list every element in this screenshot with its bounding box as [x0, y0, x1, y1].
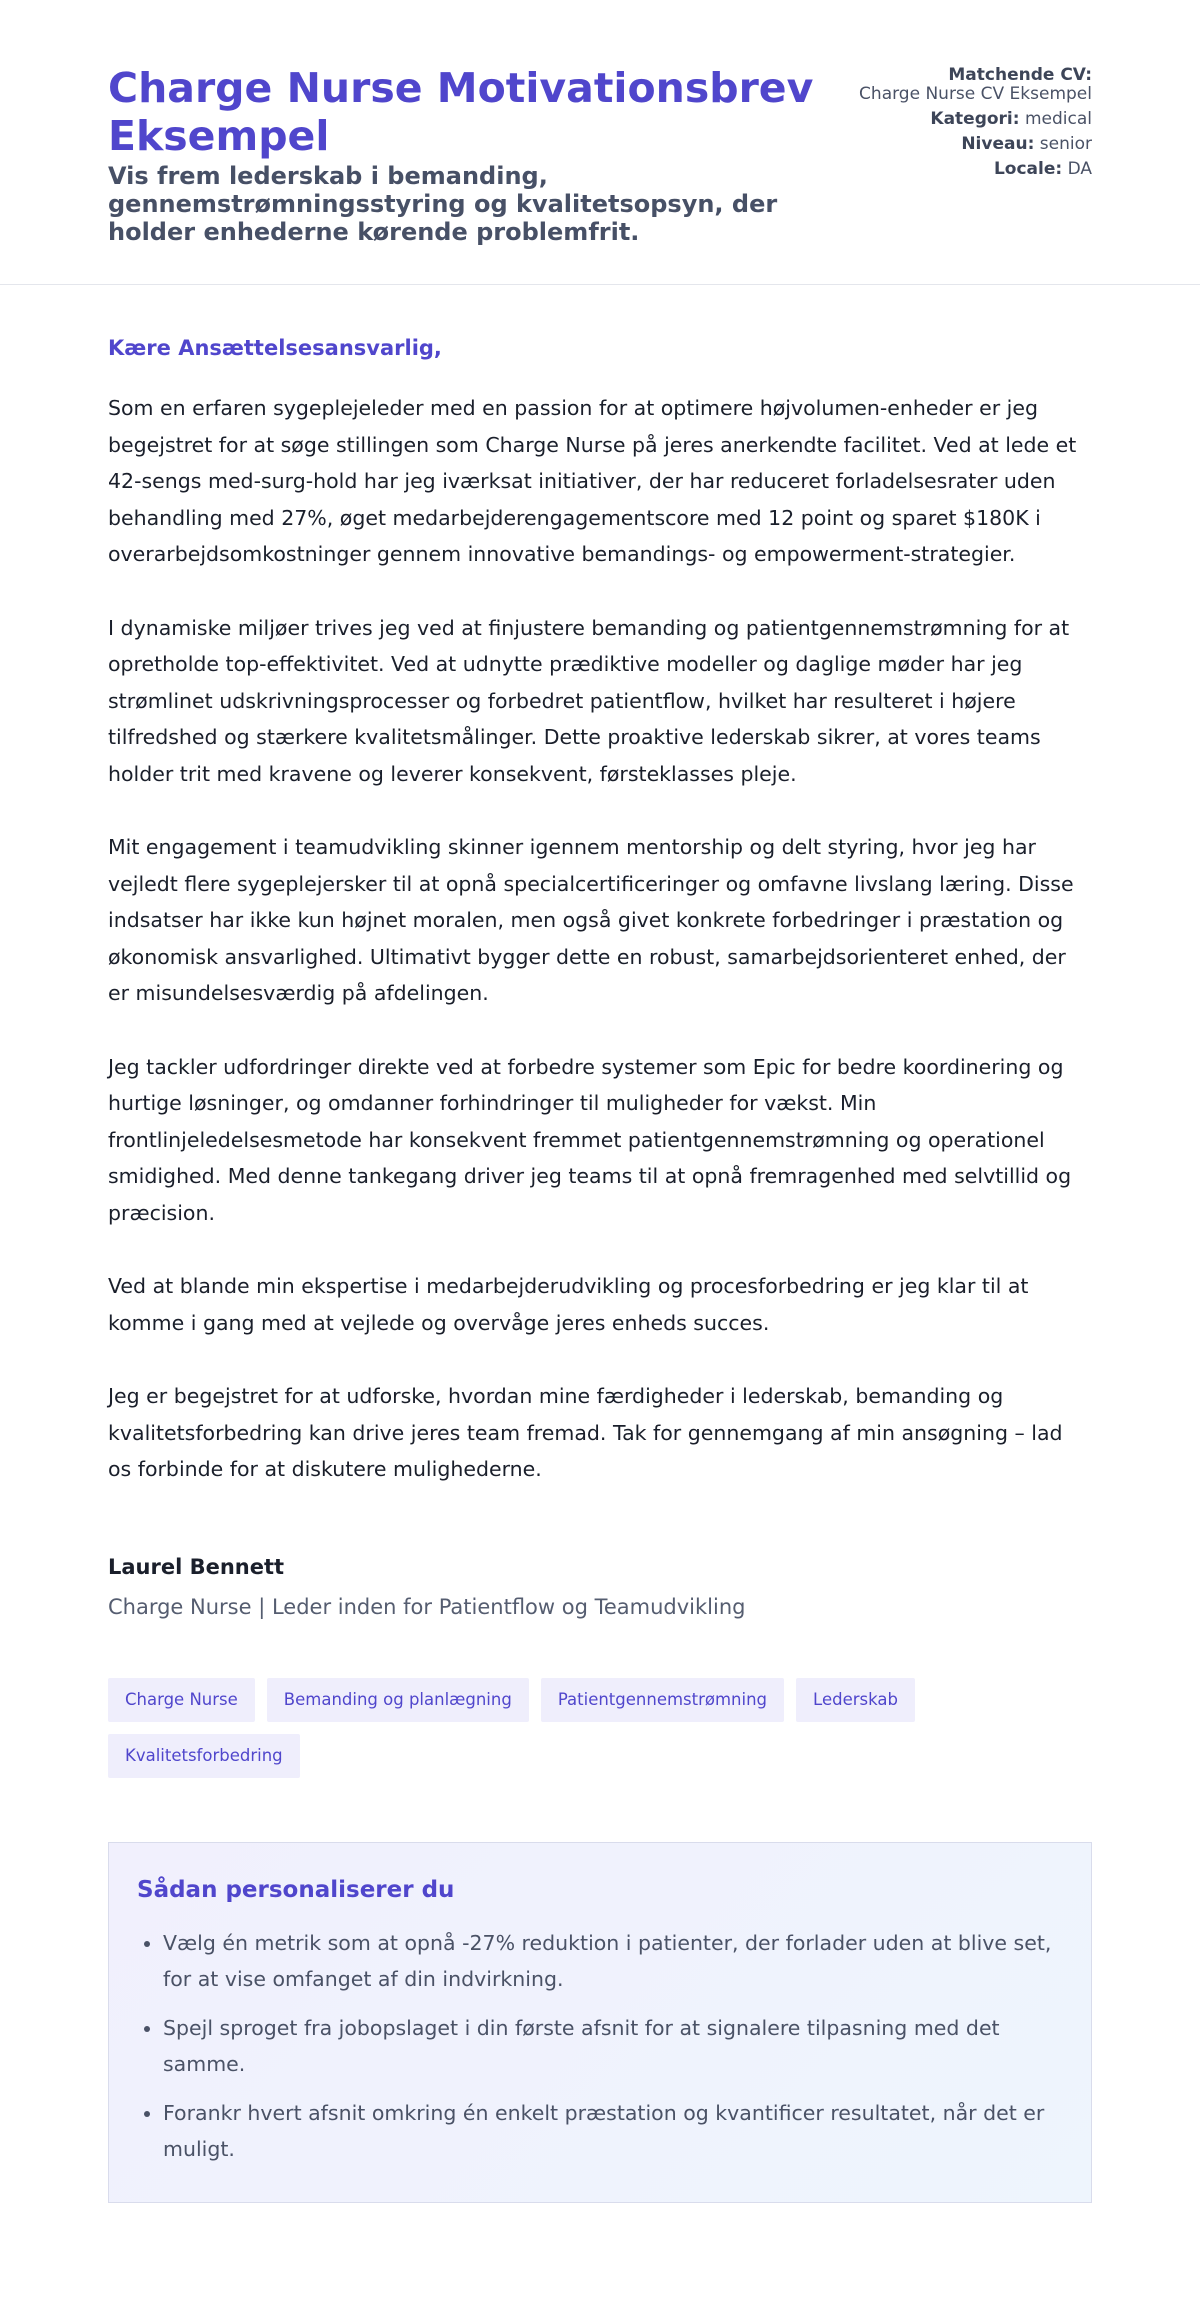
- letter-paragraph: Ved at blande min ekspertise i medarbejderudvikling og procesforbedring er jeg klar til at komme i gang med at vejlede og overvåge jeres enheds succes.: [108, 1274, 1029, 1335]
- letter-paragraph: Jeg tackler udfordringer direkte ved at forbedre systemer som Epic for bedre koordinering og hurtige løsninger, og omdanner forhindringer til muligheder for vækst. Min frontlinjeledelsesmetode har konsekvent fremmet patientgennemstrømning og operationel smidighed. Med denne tankegang driver jeg teams til at opnå fremragenhed med selvtillid og præcision.: [108, 1054, 1072, 1225]
- meta-panel: [852, 66, 1092, 185]
- tip-item: • Vælg én metrik som at opnå -27% reduktion i patienter, der forlader uden at blive set, for at vise omfanget af din indvirkning.: [163, 1925, 1063, 1998]
- tip-item: • Forankr hvert afsnit omkring én enkelt præstation og kvantificer resultatet, når det er muligt.: [163, 2095, 1063, 2168]
- meta-locale: [852, 160, 1092, 179]
- meta-matching-value: Charge Nurse CV Eksempel: [859, 84, 1092, 104]
- cover-letter: [108, 330, 1092, 2203]
- page-subtitle: Vis frem lederskab i bemanding, gennemstrømningsstyring og kvalitetsopsyn, der holder enhederne kørende problemfrit.: [108, 162, 778, 246]
- tag-leadership[interactable]: Lederskab: [796, 1678, 915, 1722]
- meta-matching-cv: [852, 66, 1092, 104]
- tips-list: [137, 1925, 1063, 2168]
- header-divider: [0, 284, 1200, 285]
- page-header: [108, 0, 1092, 246]
- tag-staffing[interactable]: Bemanding og planlægning: [267, 1678, 529, 1722]
- meta-locale-label: Locale:: [993, 159, 1063, 179]
- tips-title: Sådan personaliserer du: [137, 1876, 455, 1903]
- letter-paragraph: I dynamiske miljøer trives jeg ved at finjustere bemanding og patientgennemstrømning for at opretholde top-effektivitet. Ved at udnytte prædiktive modeller og daglige møder har jeg strømlinet udskrivningsprocesser og forbedret patientflow, hvilket har resulteret i højere tilfredshed og stærkere kvalitetsmålinger. Dette proaktive lederskab sikrer, at vores teams holder trit med kravene og leverer konsekvent, førsteklasses pleje.: [108, 615, 1070, 786]
- page-title: Charge Nurse Motivationsbrev Eksempel: [108, 64, 814, 160]
- personalization-tips: [108, 1842, 1092, 2203]
- meta-level-label: Niveau:: [961, 134, 1035, 154]
- letter-greeting: Kære Ansættelsesansvarlig,: [108, 336, 442, 360]
- meta-category-label: Kategori:: [930, 109, 1020, 129]
- meta-level: [852, 135, 1092, 154]
- letter-paragraph: Jeg er begejstret for at udforske, hvordan mine færdigheder i lederskab, bemanding og kvalitetsforbedring kan drive jeres team fremad. Tak for gennemgang af min ansøgning – lad os forbinde for at diskutere mulighederne.: [108, 1384, 1063, 1481]
- tag-charge-nurse[interactable]: Charge Nurse: [108, 1678, 255, 1722]
- tag-quality-improvement[interactable]: Kvalitetsforbedring: [108, 1734, 300, 1778]
- tip-item: • Spejl sproget fra jobopslaget i din første afsnit for at signalere tilpasning med det samme.: [163, 2010, 1063, 2083]
- tag-patient-throughput[interactable]: Patientgennemstrømning: [541, 1678, 784, 1722]
- meta-level-value: senior: [1039, 134, 1092, 154]
- signature-role: Charge Nurse | Leder inden for Patientflow og Teamudvikling: [108, 1594, 746, 1619]
- meta-locale-value: DA: [1067, 159, 1092, 179]
- tag-list: [108, 1678, 1008, 1778]
- signature-name: Laurel Bennett: [108, 1554, 285, 1579]
- meta-matching-label: Matchende CV:: [948, 65, 1092, 85]
- letter-paragraph: Som en erfaren sygeplejeleder med en passion for at optimere højvolumen-enheder er jeg begejstret for at søge stillingen som Charge Nurse på jeres anerkendte facilitet. Ved at lede et 42-sengs med-surg-hold har jeg iværksat initiativer, der har reduceret forladelsesrater uden behandling med 27%, øget medarbejderengagementscore med 12 point og sparet $180K i overarbejdsomkostninger gennem innovative bemandings- og empowerment-strategier.: [108, 396, 1077, 566]
- meta-category: [852, 110, 1092, 129]
- letter-paragraph: Mit engagement i teamudvikling skinner igennem mentorship og delt styring, hvor jeg har vejledt flere sygeplejersker til at opnå specialcertificeringer og omfavne livslang læring. Disse indsatser har ikke kun højnet moralen, men også givet konkrete forbedringer i præstation og økonomisk ansvarlighed. Ultimativt bygger dette en robust, samarbejdsorienteret enhed, der er misundelsesværdig på afdelingen.: [108, 835, 1074, 1005]
- meta-category-value: medical: [1024, 109, 1092, 129]
